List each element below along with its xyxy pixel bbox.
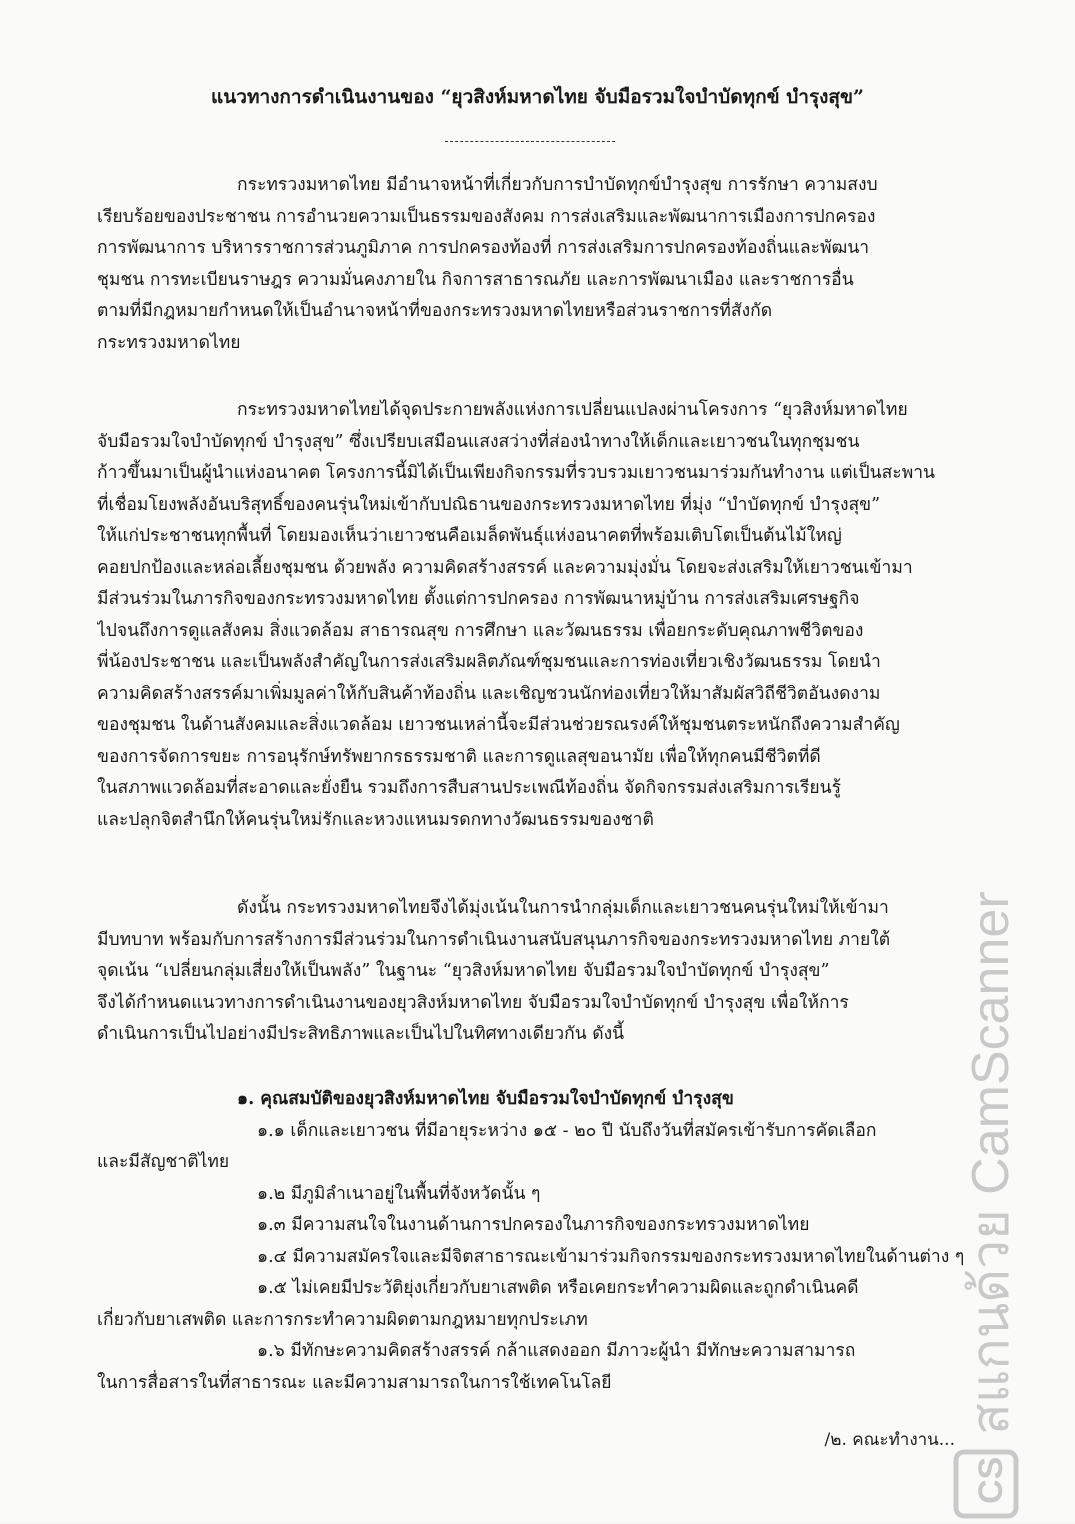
list-item-1-5: ๑.๕ ไม่เคยมีประวัติยุ่งเกี่ยวกับยาเสพติด หรือเคยกระทำความผิดและถูกดำเนินคดี [257,1278,859,1298]
paragraph-line: ก้าวขึ้นมาเป็นผู้นำแห่งอนาคต โครงการนี้มิได้เป็นเพียงกิจกรรมที่รวบรวมเยาวชนมาร่วมกันทำงาน แต่เป็นสะพาน [97,463,936,483]
list-item-1-4: ๑.๔ มีความสมัครใจและมีจิตสาธารณะเข้ามาร่วมกิจกรรมของกระทรวงมหาดไทยในด้านต่าง ๆ [257,1246,965,1267]
paragraph-line: และปลุกจิตสำนึกให้คนรุ่นใหม่รักและหวงแหนมรดกทางวัฒนธรรมของชาติ [97,809,654,830]
paragraph-1 [97,170,977,359]
paragraph-line: ดำเนินการเป็นไปอย่างมีประสิทธิภาพและเป็นไปในทิศทางเดียวกัน ดังนี้ [97,1024,625,1044]
paragraph-line: ชุมชน การทะเบียนราษฎร ความมั่นคงภายใน กิจการสาธารณภัย และการพัฒนาเมือง และราชการอื่น [97,269,854,290]
paragraph-3 [97,893,977,1051]
paragraph-line: กระทรวงมหาดไทย มีอำนาจหน้าที่เกี่ยวกับการบำบัดทุกข์บำรุงสุข การรักษา ความสงบ [237,175,878,195]
paragraph-line: การพัฒนาการ บริหารราชการส่วนภูมิภาค การปกครองท้องที่ การส่งเสริมการปกครองท้องถิ่นและพัฒนา [97,238,870,258]
list-item-1-6: ๑.๖ มีทักษะความคิดสร้างสรรค์ กล้าแสดงออก มีภาวะผู้นำ มีทักษะความสามารถ [257,1341,856,1361]
section-heading: ๑. คุณสมบัติของยุวสิงห์มหาดไทย จับมือรวมใจบำบัดทุกข์ บำรุงสุข [237,1089,734,1109]
page-continuation-footer: /๒. คณะทำงาน... [824,1430,955,1450]
list-item-1-2: ๑.๒ มีภูมิลำเนาอยู่ในพื้นที่จังหวัดนั้น ๆ [257,1183,541,1204]
title-divider [445,141,615,142]
paragraph-line: กระทรวงมหาดไทย [97,332,241,353]
paragraph-line: ของชุมชน ในด้านสังคมและสิ่งแวดล้อม เยาวชนเหล่านี้จะมีส่วนช่วยรณรงค์ให้ชุมชนตระหนักถึงความสำคัญ [97,715,900,735]
list-item-1-3: ๑.๓ มีความสนใจในงานด้านการปกครองในภารกิจของกระทรวงมหาดไทย [257,1215,810,1235]
paragraph-line: ความคิดสร้างสรรค์มาเพิ่มมูลค่าให้กับสินค้าท้องถิ่น และเชิญชวนนักท่องเที่ยวให้มาสัมผัสวิถีชีวิตอันงดงาม [97,683,881,704]
section-1 [97,1084,977,1399]
paragraph-line: ที่เชื่อมโยงพลังอันบริสุทธิ์ของคนรุ่นใหม่เข้ากับปณิธานของกระทรวงมหาดไทย ที่มุ่ง “บำบัดทุกข์ บำรุงสุข” [97,494,881,515]
paragraph-line: เรียบร้อยของประชาชน การอำนวยความเป็นธรรมของสังคม การส่งเสริมและพัฒนาการเมืองการปกครอง [97,206,876,227]
paragraph-line: มีส่วนร่วมในภารกิจของกระทรวงมหาดไทย ตั้งแต่การปกครอง การพัฒนาหมู่บ้าน การส่งเสริมเศรษฐกิจ [97,589,860,609]
paragraph-line: ตามที่มีกฎหมายกำหนดให้เป็นอำนาจหน้าที่ของกระทรวงมหาดไทยหรือส่วนราชการที่สังกัด [97,301,773,321]
paragraph-line: พี่น้องประชาชน และเป็นพลังสำคัญในการส่งเสริมผลิตภัณฑ์ชุมชนและการท่องเที่ยวเชิงวัฒนธรรม โดยนำ [97,652,881,672]
paragraph-line: ให้แก่ประชาชนทุกพื้นที่ โดยมองเห็นว่าเยาวชนคือเมล็ดพันธุ์แห่งอนาคตที่พร้อมเติบโตเป็นต้นไม้ใหญ่ [97,526,842,546]
paragraph-line: ของการจัดการขยะ การอนุรักษ์ทรัพยากรธรรมชาติ และการดูแลสุขอนามัย เพื่อให้ทุกคนมีชีวิตที่ดี [97,746,821,767]
paragraph-line: มีบทบาท พร้อมกับการสร้างการมีส่วนร่วมในการดำเนินงานสนับสนุนภารกิจของกระทรวงมหาดไทย ภายใต้ [97,929,891,950]
list-item-1-1: ๑.๑ เด็กและเยาวชน ที่มีอายุระหว่าง ๑๕ - ๒๐ ปี นับถึงวันที่สมัครเข้ารับการคัดเลือก [257,1120,877,1141]
paragraph-line: ดังนั้น กระทรวงมหาดไทยจึงได้มุ่งเน้นในการนำกลุ่มเด็กและเยาวชนคนรุ่นใหม่ให้เข้ามา [237,898,889,918]
watermark-badge: CS [972,1456,1010,1504]
document-title: แนวทางการดำเนินงานของ “ยุวสิงห์มหาดไทย จับมือรวมใจบำบัดทุกข์ บำรุงสุข” [211,86,864,108]
paragraph-line: ไปจนถึงการดูแลสังคม สิ่งแวดล้อม สาธารณสุข การศึกษา และวัฒนธรรม เพื่อยกระดับคุณภาพชีวิตของ [97,620,864,641]
list-item-1-6-continued: ในการสื่อสารในที่สาธารณะ และมีความสามารถในการใช้เทคโนโลยี [97,1372,612,1393]
watermark-text: สแกนด้วย CamScanner [962,891,1020,1435]
paragraph-2 [97,395,977,836]
paragraph-line: จับมือรวมใจบำบัดทุกข์ บำรุงสุข” ซึ่งเปรียบเสมือนแสงสว่างที่ส่องนำทางให้เด็กและเยาวชนในทุกชุมชน [97,431,860,452]
camscanner-logo-icon [956,1452,1016,1516]
paragraph-line: คอยปกป้องและหล่อเลี้ยงชุมชน ด้วยพลัง ความคิดสร้างสรรค์ และความมุ่งมั่น โดยจะส่งเสริมให้เยาวชนเข้ามา [97,557,913,578]
paragraph-line: จุดเน้น “เปลี่ยนกลุ่มเสี่ยงให้เป็นพลัง” ในฐานะ “ยุวสิงห์มหาดไทย จับมือรวมใจบำบัดทุกข์ บำรุงสุข” [97,961,830,981]
paragraph-line: จึงได้กำหนดแนวทางการดำเนินงานของยุวสิงห์มหาดไทย จับมือรวมใจบำบัดทุกข์ บำรุงสุข เพื่อให้การ [97,992,849,1013]
list-item-1-1-continued: และมีสัญชาติไทย [97,1152,230,1172]
paragraph-line: กระทรวงมหาดไทยได้จุดประกายพลังแห่งการเปลี่ยนแปลงผ่านโครงการ “ยุวสิงห์มหาดไทย [237,400,908,420]
paragraph-line: ในสภาพแวดล้อมที่สะอาดและยั่งยืน รวมถึงการสืบสานประเพณีท้องถิ่น จัดกิจกรรมส่งเสริมการเรียนรู้ [97,778,842,798]
list-item-1-5-continued: เกี่ยวกับยาเสพติด และการกระทำความผิดตามกฎหมายทุกประเภท [97,1309,588,1330]
